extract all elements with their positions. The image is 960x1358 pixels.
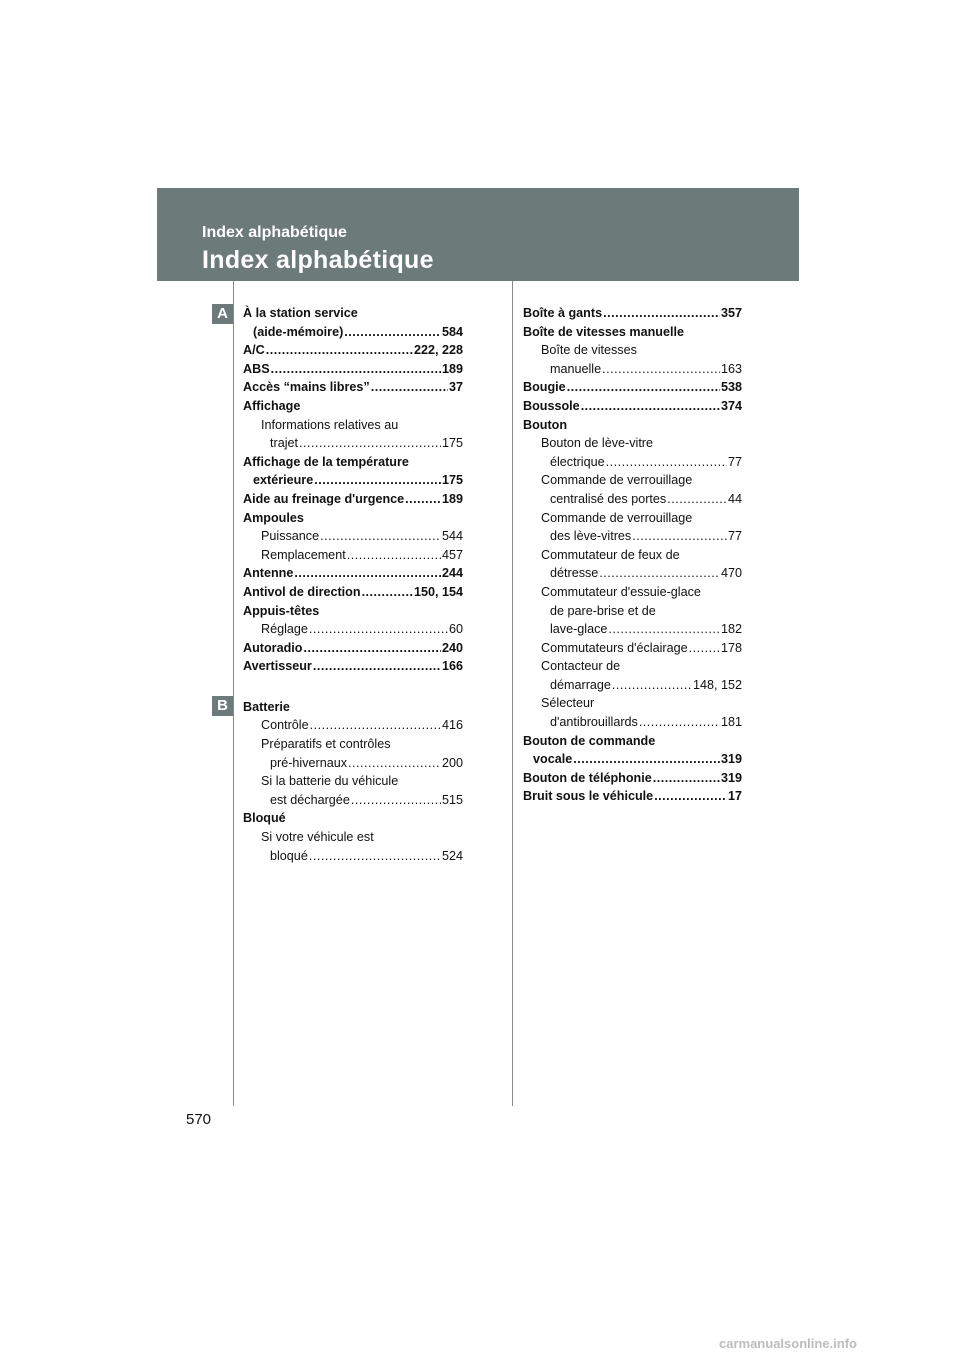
index-entry [243, 639, 463, 658]
entry-term: bloqué [270, 848, 308, 863]
index-entry [523, 639, 742, 658]
index-entry [243, 620, 463, 639]
index-entry [523, 527, 742, 546]
section-label: Index alphabétique [202, 224, 347, 241]
entry-term: Si votre véhicule est [261, 830, 374, 845]
entry-term: lave-glace [550, 622, 608, 637]
entry-page: 17 [727, 789, 742, 804]
entry-page: 416 [441, 718, 463, 733]
entry-term: Boussole [523, 398, 580, 413]
entry-term: Remplacement [261, 547, 346, 562]
index-entry [243, 323, 463, 342]
dot-leader [348, 754, 441, 773]
column-divider-middle [512, 281, 513, 1106]
section-gap [243, 676, 463, 698]
dot-leader [309, 620, 448, 639]
entry-term: Bouton de téléphonie [523, 770, 652, 785]
entry-page: 181 [720, 715, 742, 730]
entry-term: (aide-mémoire) [253, 324, 344, 339]
index-entry [243, 341, 463, 360]
entry-page: 357 [720, 306, 742, 320]
index-entry [523, 490, 742, 509]
entry-page: 538 [720, 380, 742, 395]
entry-term: Sélecteur [541, 696, 595, 711]
index-entry [523, 583, 742, 602]
entry-term: pré-hivernaux [270, 755, 348, 770]
dot-leader [351, 791, 441, 810]
entry-page: 544 [441, 529, 463, 544]
index-entry [243, 772, 463, 791]
index-entry [243, 847, 463, 866]
entry-term: À la station service [243, 306, 358, 320]
index-entry [243, 564, 463, 583]
entry-page: 189 [441, 361, 463, 376]
entry-page: 37 [448, 380, 463, 395]
section-header [157, 188, 799, 281]
dot-leader [303, 639, 441, 658]
index-entry [523, 676, 742, 695]
dot-leader [654, 787, 727, 806]
entry-term: de pare-brise et de [550, 603, 656, 618]
entry-term: A/C [243, 343, 265, 358]
dot-leader [347, 546, 441, 565]
index-entry [523, 509, 742, 528]
entry-term: Ampoules [243, 510, 304, 525]
dot-leader [606, 453, 727, 472]
index-entry [523, 397, 742, 416]
entry-page: 240 [441, 640, 463, 655]
entry-page: 77 [727, 454, 742, 469]
entry-page: 44 [727, 491, 742, 506]
entry-page: 457 [441, 547, 463, 562]
entry-term: Autoradio [243, 640, 303, 655]
index-entry [523, 564, 742, 583]
dot-leader [653, 769, 720, 788]
dot-leader [567, 378, 720, 397]
dot-leader [309, 847, 441, 866]
entry-term: Bouton [523, 417, 568, 432]
entry-term: Si la batterie du véhicule [261, 774, 399, 789]
index-entry [243, 527, 463, 546]
dot-leader [266, 341, 413, 360]
page-number: 570 [186, 1111, 212, 1128]
index-entry [243, 828, 463, 847]
entry-page: 244 [441, 566, 463, 581]
entry-term: Informations relatives au [261, 417, 399, 432]
index-entry [243, 583, 463, 602]
dot-leader [344, 323, 441, 342]
entry-term: manuelle [550, 361, 602, 376]
index-entry [523, 341, 742, 360]
entry-term: Boîte à gants [523, 306, 603, 320]
index-entry [243, 791, 463, 810]
index-entry [243, 304, 463, 323]
index-entry [523, 471, 742, 490]
index-entry [523, 434, 742, 453]
entry-page: 222, 228 [413, 343, 463, 358]
entry-term: Aide au freinage d'urgence [243, 491, 405, 506]
entry-page: 166 [441, 659, 463, 674]
entry-term: Avertisseur [243, 659, 312, 674]
index-column-1 [243, 304, 463, 865]
index-entry [243, 509, 463, 528]
index-entry [243, 416, 463, 435]
index-entry [523, 323, 742, 342]
dot-leader [299, 434, 441, 453]
index-entry [243, 434, 463, 453]
index-entry [243, 546, 463, 565]
entry-term: Appuis-têtes [243, 603, 320, 618]
index-entry [523, 732, 742, 751]
index-entry [243, 602, 463, 621]
dot-leader [405, 490, 441, 509]
entry-term: ABS [243, 361, 270, 376]
entry-page: 163 [720, 361, 742, 376]
dot-leader [602, 360, 720, 379]
entry-term: Commutateurs d'éclairage [541, 640, 688, 655]
entry-term: électrique [550, 454, 605, 469]
entry-term: des lève-vitres [550, 529, 632, 544]
entry-term: Batterie [243, 699, 290, 714]
dot-leader [313, 657, 441, 676]
dot-leader [310, 716, 441, 735]
entry-page: 175 [441, 473, 463, 488]
index-entry [243, 397, 463, 416]
dot-leader [294, 564, 441, 583]
letter-tab-a: A [212, 304, 233, 324]
entry-term: trajet [270, 436, 298, 451]
entry-term: Bouton de lève-vitre [541, 436, 654, 451]
entry-page: 150, 154 [413, 584, 463, 599]
entry-term: d'antibrouillards [550, 715, 638, 730]
dot-leader [320, 527, 441, 546]
entry-page: 524 [441, 848, 463, 863]
entry-term: Boîte de vitesses manuelle [523, 324, 684, 339]
dot-leader [573, 750, 720, 769]
entry-page: 470 [720, 566, 742, 581]
entry-page: 77 [727, 529, 742, 544]
entry-term: Commutateur d'essuie-glace [541, 584, 701, 599]
index-entry [243, 471, 463, 490]
index-entry [243, 490, 463, 509]
entry-page: 178 [720, 640, 742, 655]
dot-leader [689, 639, 720, 658]
entry-page: 319 [720, 770, 742, 785]
entry-term: Antenne [243, 566, 294, 581]
index-entry [523, 453, 742, 472]
entry-term: vocale [533, 752, 573, 767]
index-entry [243, 360, 463, 379]
dot-leader [362, 583, 413, 602]
dot-leader [632, 527, 727, 546]
index-entry [523, 694, 742, 713]
entry-page: 515 [441, 792, 463, 807]
entry-term: Antivol de direction [243, 584, 361, 599]
entry-term: centralisé des portes [550, 491, 667, 506]
index-entry [243, 754, 463, 773]
index-entry [243, 809, 463, 828]
entry-term: Affichage de la température [243, 454, 409, 469]
entry-term: Bouton de commande [523, 733, 656, 748]
entry-term: Boîte de vitesses [541, 343, 637, 358]
index-column-2 [523, 304, 742, 806]
dot-leader [314, 471, 441, 490]
entry-term: démarrage [550, 677, 611, 692]
entry-term: Contrôle [261, 718, 309, 733]
entry-term: Réglage [261, 622, 308, 637]
entry-page: 200 [441, 755, 463, 770]
entry-term: est déchargée [270, 792, 350, 807]
entry-term: Puissance [261, 529, 320, 544]
dot-leader [599, 564, 720, 583]
dot-leader [271, 360, 441, 379]
dot-leader [612, 676, 692, 695]
letter-tab-b: B [212, 696, 233, 716]
index-entry [243, 735, 463, 754]
index-entry [523, 416, 742, 435]
index-entry [523, 787, 742, 806]
entry-term: Affichage [243, 398, 301, 413]
index-entry [523, 546, 742, 565]
index-entry [243, 698, 463, 717]
index-entry [523, 750, 742, 769]
entry-term: Bougie [523, 380, 566, 395]
entry-page: 148, 152 [692, 677, 742, 692]
index-entry [523, 360, 742, 379]
column-divider-left [233, 281, 234, 1106]
index-entry [523, 378, 742, 397]
dot-leader [608, 620, 720, 639]
entry-page: 319 [720, 752, 742, 767]
entry-term: Bloqué [243, 811, 286, 826]
dot-leader [639, 713, 720, 732]
index-entry [243, 716, 463, 735]
entry-term: extérieure [253, 473, 314, 488]
dot-leader [581, 397, 720, 416]
index-entry [243, 378, 463, 397]
dot-leader [603, 304, 720, 323]
dot-leader [371, 378, 448, 397]
entry-term: Commutateur de feux de [541, 547, 680, 562]
entry-page: 182 [720, 622, 742, 637]
index-entry [523, 769, 742, 788]
index-entry [523, 713, 742, 732]
entry-term: Commande de verrouillage [541, 473, 693, 488]
entry-term: Commande de verrouillage [541, 510, 693, 525]
entry-term: détresse [550, 566, 599, 581]
entry-term: Contacteur de [541, 659, 621, 674]
entry-term: Bruit sous le véhicule [523, 789, 654, 804]
entry-term: Accès “mains libres” [243, 380, 370, 395]
entry-page: 175 [441, 436, 463, 451]
index-entry [243, 453, 463, 472]
entry-term: Préparatifs et contrôles [261, 737, 391, 752]
page-title: Index alphabétique [202, 246, 434, 274]
index-entry [243, 657, 463, 676]
entry-page: 374 [720, 398, 742, 413]
index-entry [523, 657, 742, 676]
watermark: carmanualsonline.info [719, 1336, 857, 1351]
dot-leader [667, 490, 727, 509]
index-entry [523, 304, 742, 323]
index-entry [523, 620, 742, 639]
entry-page: 60 [448, 622, 463, 637]
entry-page: 584 [441, 324, 463, 339]
entry-page: 189 [441, 491, 463, 506]
index-entry [523, 602, 742, 621]
